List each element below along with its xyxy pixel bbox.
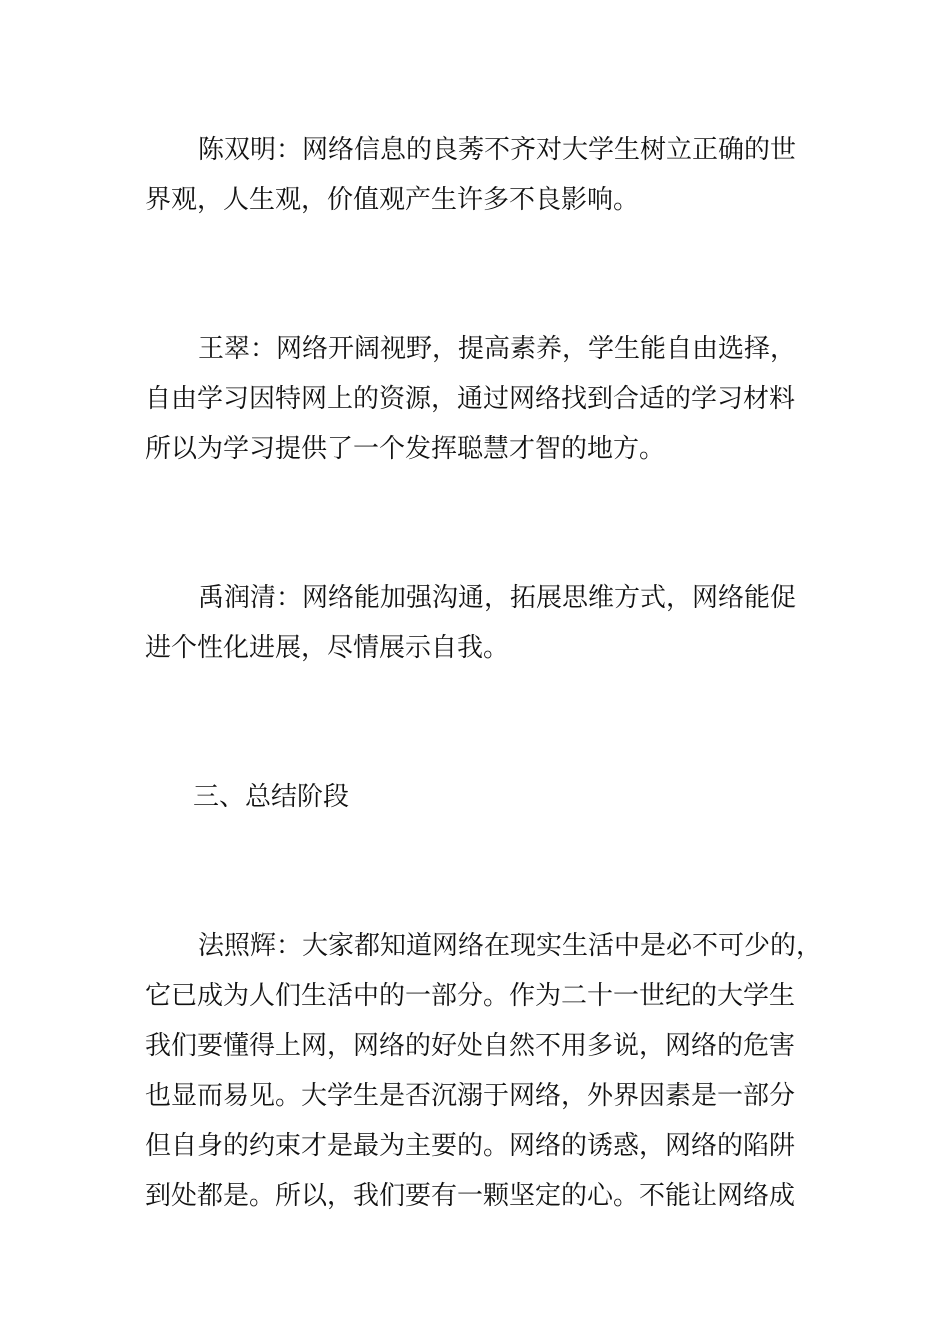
- paragraph-4-line-3: 我们要懂得上网，网络的好处自然不用多说，网络的危害: [145, 1031, 796, 1061]
- paragraph-4-line-6: 到处都是。所以，我们要有一颗坚定的心。不能让网络成: [145, 1181, 796, 1211]
- paragraph-4-line-5: 但自身的约束才是最为主要的。网络的诱惑，网络的陷阱: [145, 1131, 796, 1161]
- paragraph-1-line-1: 陈双明：网络信息的良莠不齐对大学生树立正确的世: [198, 135, 797, 165]
- paragraph-2-line-1: 王翠：网络开阔视野，提高素养，学生能自由选择，: [198, 334, 797, 364]
- section-heading: 三、总结阶段: [193, 782, 350, 812]
- paragraph-3-line-2: 进个性化进展，尽情展示自我。: [145, 633, 510, 663]
- paragraph-3-line-1: 禹润清：网络能加强沟通，拓展思维方式，网络能促: [198, 583, 797, 613]
- paragraph-4-line-1: 法照辉：大家都知道网络在现实生活中是必不可少的，: [198, 931, 823, 961]
- paragraph-4-line-2: 它已成为人们生活中的一部分。作为二十一世纪的大学生: [145, 981, 796, 1011]
- paragraph-2-line-2: 自由学习因特网上的资源，通过网络找到合适的学习材料: [145, 384, 796, 414]
- paragraph-4-line-4: 也显而易见。大学生是否沉溺于网络，外界因素是一部分: [145, 1081, 796, 1111]
- paragraph-2-line-3: 所以为学习提供了一个发挥聪慧才智的地方。: [145, 434, 666, 464]
- paragraph-1-line-2: 界观，人生观，价值观产生许多不良影响。: [145, 185, 640, 215]
